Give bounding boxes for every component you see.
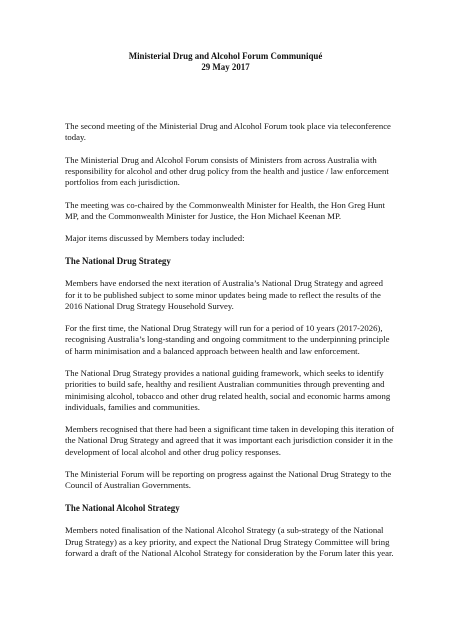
intro-paragraph-1: The second meeting of the Ministerial Drug and Alcohol Forum took place via teleconference today.: [65, 121, 391, 143]
section-heading-national-alcohol-strategy: The National Alcohol Strategy: [65, 502, 180, 513]
alcohol-strategy-paragraph-1: Members noted finalisation of the National Alcohol Strategy (a sub-strategy of the National Drug Strategy) as a key priority, and expect the National Drug Strategy Committee will bring forward a draft of the National Alcohol Strategy for consideration by the Forum later this year.: [65, 525, 394, 558]
intro-paragraph-3: The meeting was co-chaired by the Commonwealth Minister for Health, the Hon Greg Hunt MP, and the Commonwealth Minister for Justice, the Hon Michael Keenan MP.: [65, 199, 385, 221]
drug-strategy-paragraph-2: For the first time, the National Drug Strategy will run for a period of 10 years (2017-2026), recognising Australia’s long-standing and ongoing commitment to the underpinning principle of harm minimisation and a balanced approach between health and law enforcement.: [65, 323, 390, 356]
drug-strategy-paragraph-4: Members recognised that there had been a significant time taken in developing this iteration of the National Drug Strategy and agreed that it was important each jurisdiction consider it in the development of local alcohol and other drug policy responses.: [65, 424, 395, 457]
intro-paragraph-2: The Ministerial Drug and Alcohol Forum consists of Ministers from across Australia with responsibility for alcohol and other drug policy from the health and justice / law enforcement portfolios from each jurisdiction.: [65, 154, 389, 188]
intro-paragraph-4: Major items discussed by Members today included:: [65, 233, 245, 244]
drug-strategy-paragraph-5: The Ministerial Forum will be reporting on progress against the National Drug Strategy to the Council of Australian Governments.: [65, 469, 392, 491]
document-title: Ministerial Drug and Alcohol Forum Communiqué: [128, 51, 323, 61]
drug-strategy-paragraph-1: Members have endorsed the next iteration of Australia’s National Drug Strategy and agreed for it to be published subject to some minor updates being made to reflect the results of the 2016 National Drug Strategy Household Survey.: [65, 278, 383, 311]
drug-strategy-paragraph-3: The National Drug Strategy provides a national guiding framework, which seeks to identify priorities to build safe, healthy and resilient Australian communities through preventing and minimising alcohol, tobacco and other drug related health, social and economic harms among individuals, families and communities.: [65, 368, 391, 412]
document-header: [0, 51, 451, 73]
document-date: 29 May 2017: [201, 62, 250, 72]
section-heading-national-drug-strategy: The National Drug Strategy: [65, 255, 171, 266]
document-body: [65, 121, 395, 570]
